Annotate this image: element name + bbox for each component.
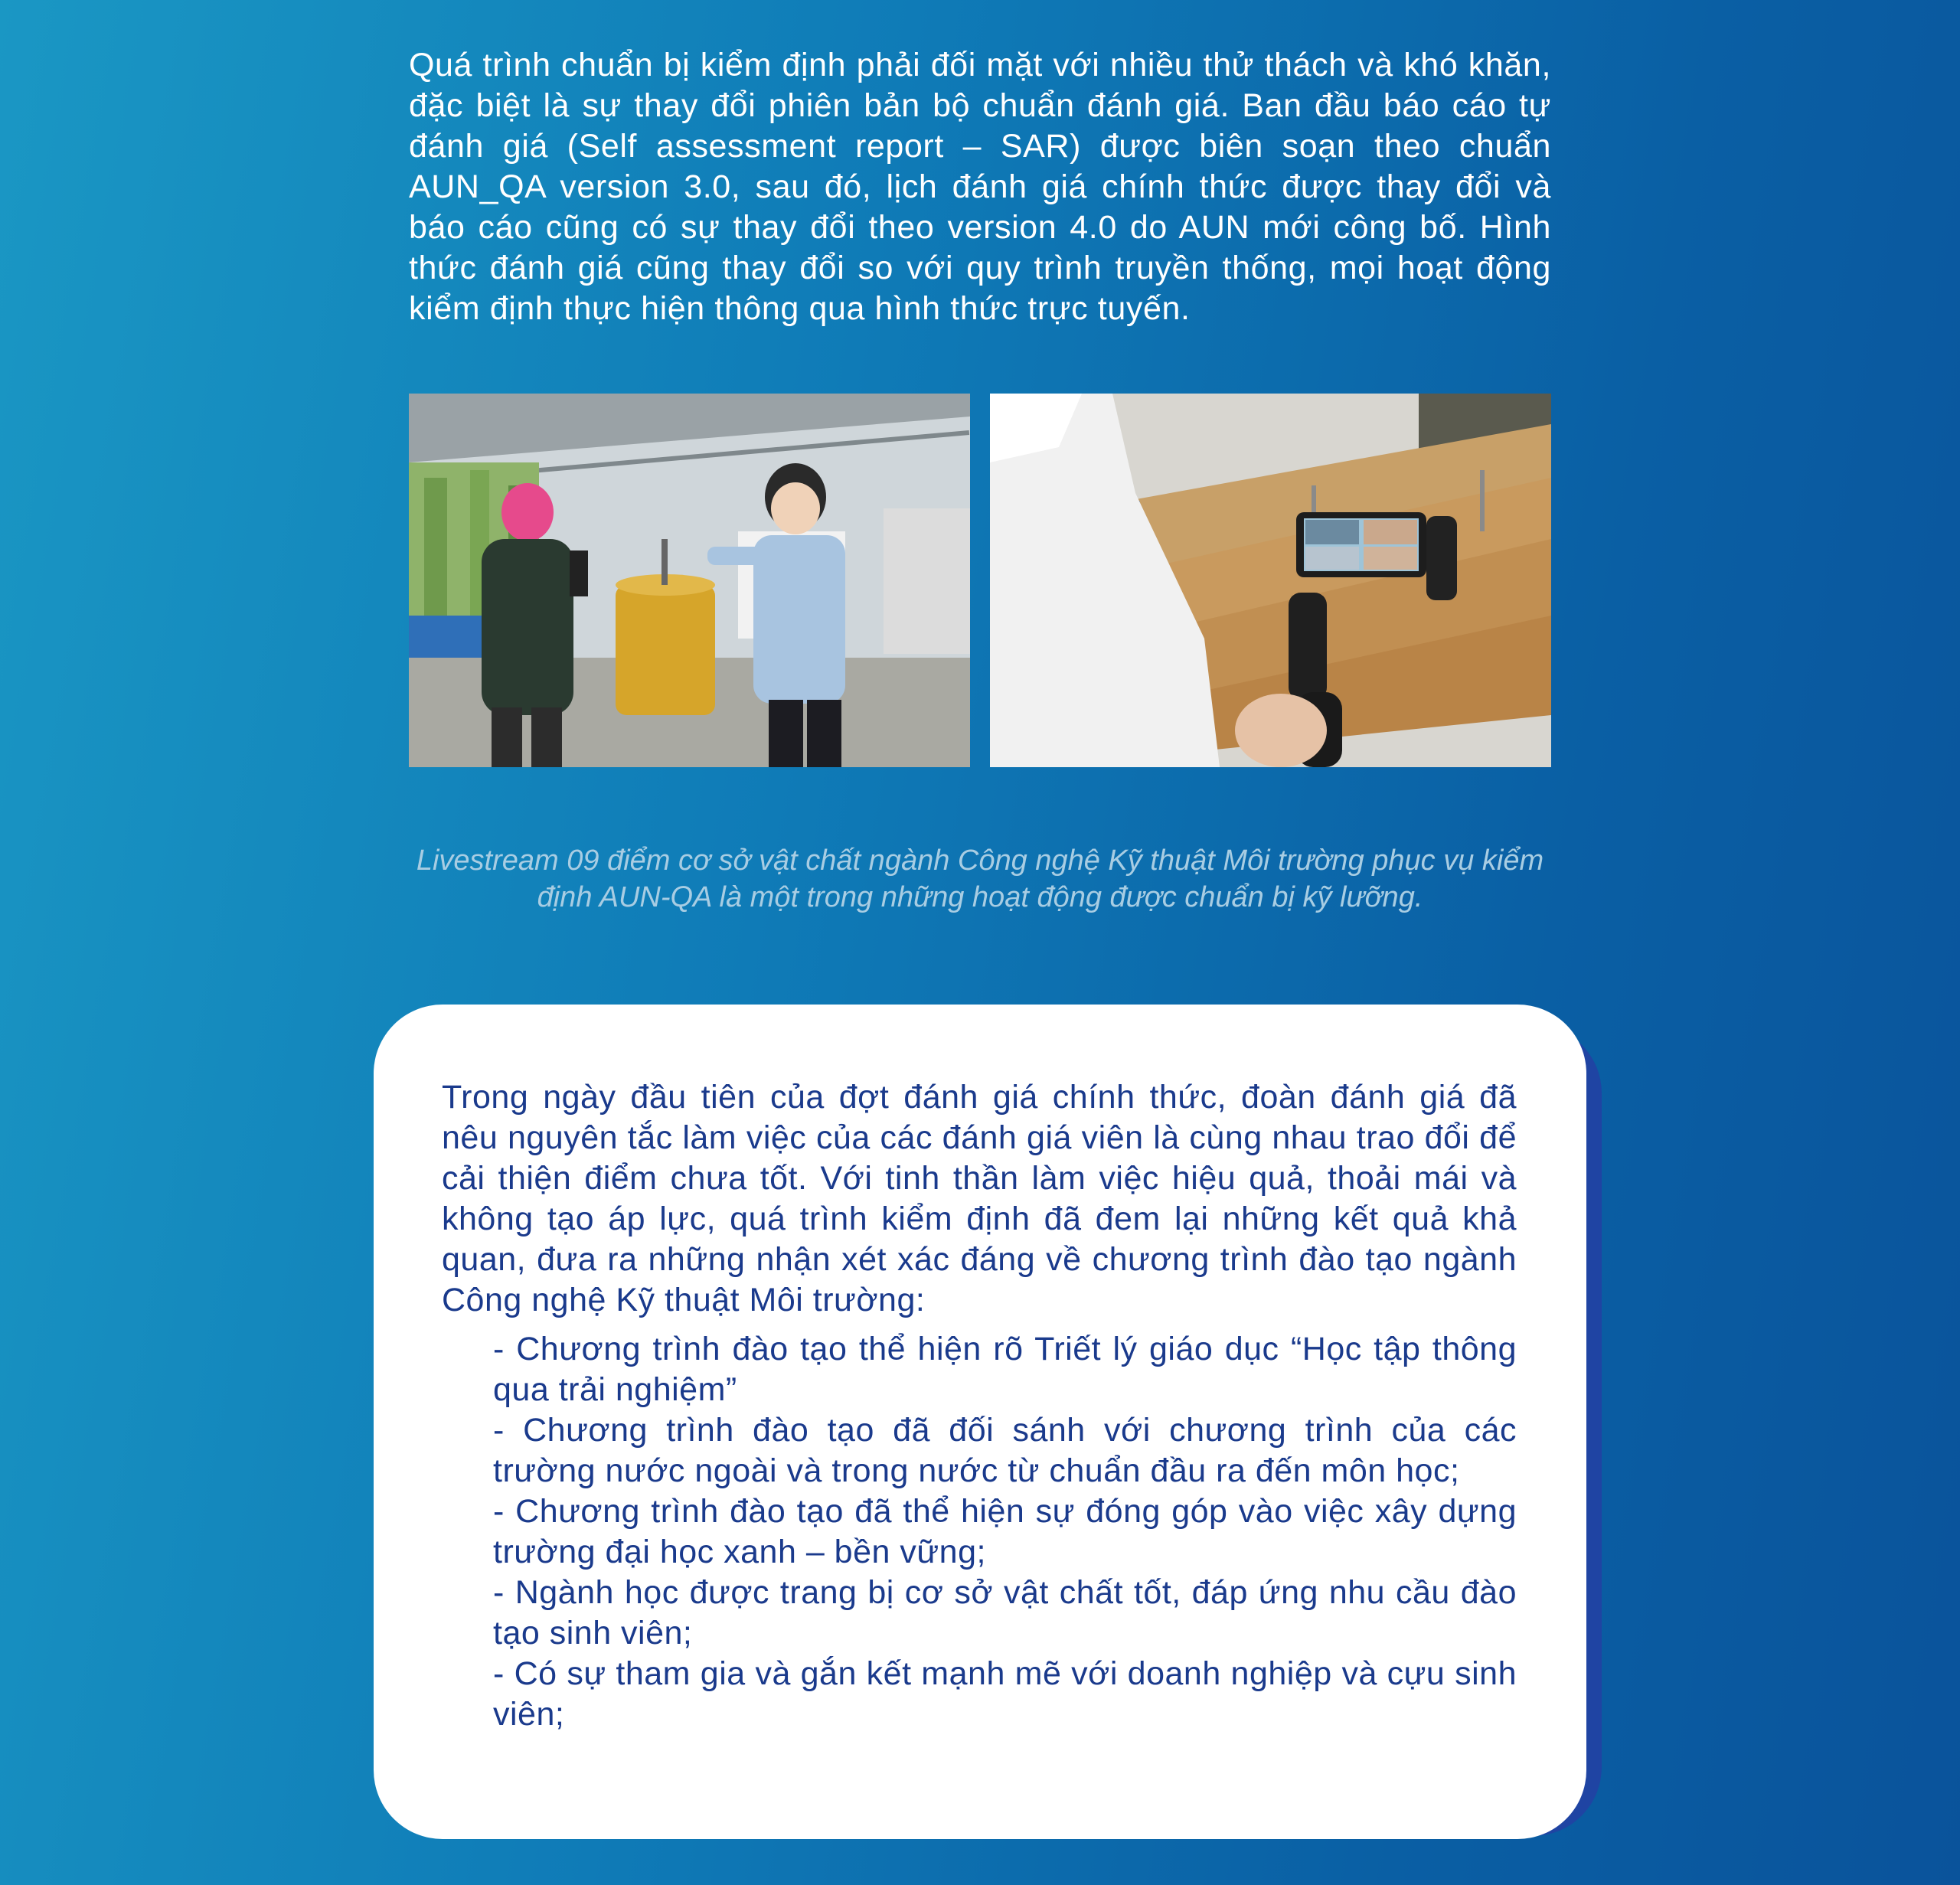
card-paragraph: Trong ngày đầu tiên của đợt đánh giá chính thức, đoàn đánh giá đã nêu nguyên tắc làm việc của các đánh giá viên là cùng nhau trao đổi để cải thiện điểm chưa tốt. Với tinh thần làm việc hiệu quả, thoải mái và không tạo áp lực, quá trình kiểm định đã đem lại những kết quả khả quan, đưa ra những nhận xét xác đáng về chương trình đào tạo ngành Công nghệ Kỹ thuật Môi trường: xyxy=(442,1079,1517,1318)
list-item: - Có sự tham gia và gắn kết mạnh mẽ với doanh nghiệp và cựu sinh viên; xyxy=(493,1655,1517,1733)
list-item: - Chương trình đào tạo thể hiện rõ Triết lý giáo dục “Học tập thông qua trải nghiệm” xyxy=(493,1331,1517,1408)
classroom-photo-illustration xyxy=(990,394,1551,767)
list-item: - Ngành học được trang bị cơ sở vật chất tốt, đáp ứng nhu cầu đào tạo sinh viên; xyxy=(493,1574,1517,1651)
classroom-livestream-photo xyxy=(990,394,1551,767)
list-item: - Chương trình đào tạo đã thể hiện sự đóng góp vào việc xây dựng trường đại học xanh – bền vững; xyxy=(493,1493,1517,1570)
results-list xyxy=(493,1329,1517,1735)
facility-livestream-photo xyxy=(409,394,970,767)
photo-caption: Livestream 09 điểm cơ sở vật chất ngành Công nghệ Kỹ thuật Môi trường phục vụ kiểm định AUN-QA là một trong những hoạt động được chuẩn bị kỹ lưỡng. xyxy=(416,844,1544,913)
list-item: - Chương trình đào tạo đã đối sánh với chương trình của các trường nước ngoài và trong nước từ chuẩn đầu ra đến môn học; xyxy=(493,1412,1517,1489)
intro-paragraph: Quá trình chuẩn bị kiểm định phải đối mặt với nhiều thử thách và khó khăn, đặc biệt là sự thay đổi phiên bản bộ chuẩn đánh giá. Ban đầu báo cáo tự đánh giá (Self assessment report – SAR) được biên soạn theo chuẩn AUN_QA version 3.0, sau đó, lịch đánh giá chính thức được thay đổi và báo cáo cũng có sự thay đổi theo version 4.0 do AUN mới công bố. Hình thức đánh giá cũng thay đổi so với quy trình truyền thống, mọi hoạt động kiểm định thực hiện thông qua hình thức trực tuyến. xyxy=(409,47,1551,327)
facility-photo-illustration xyxy=(409,394,970,767)
